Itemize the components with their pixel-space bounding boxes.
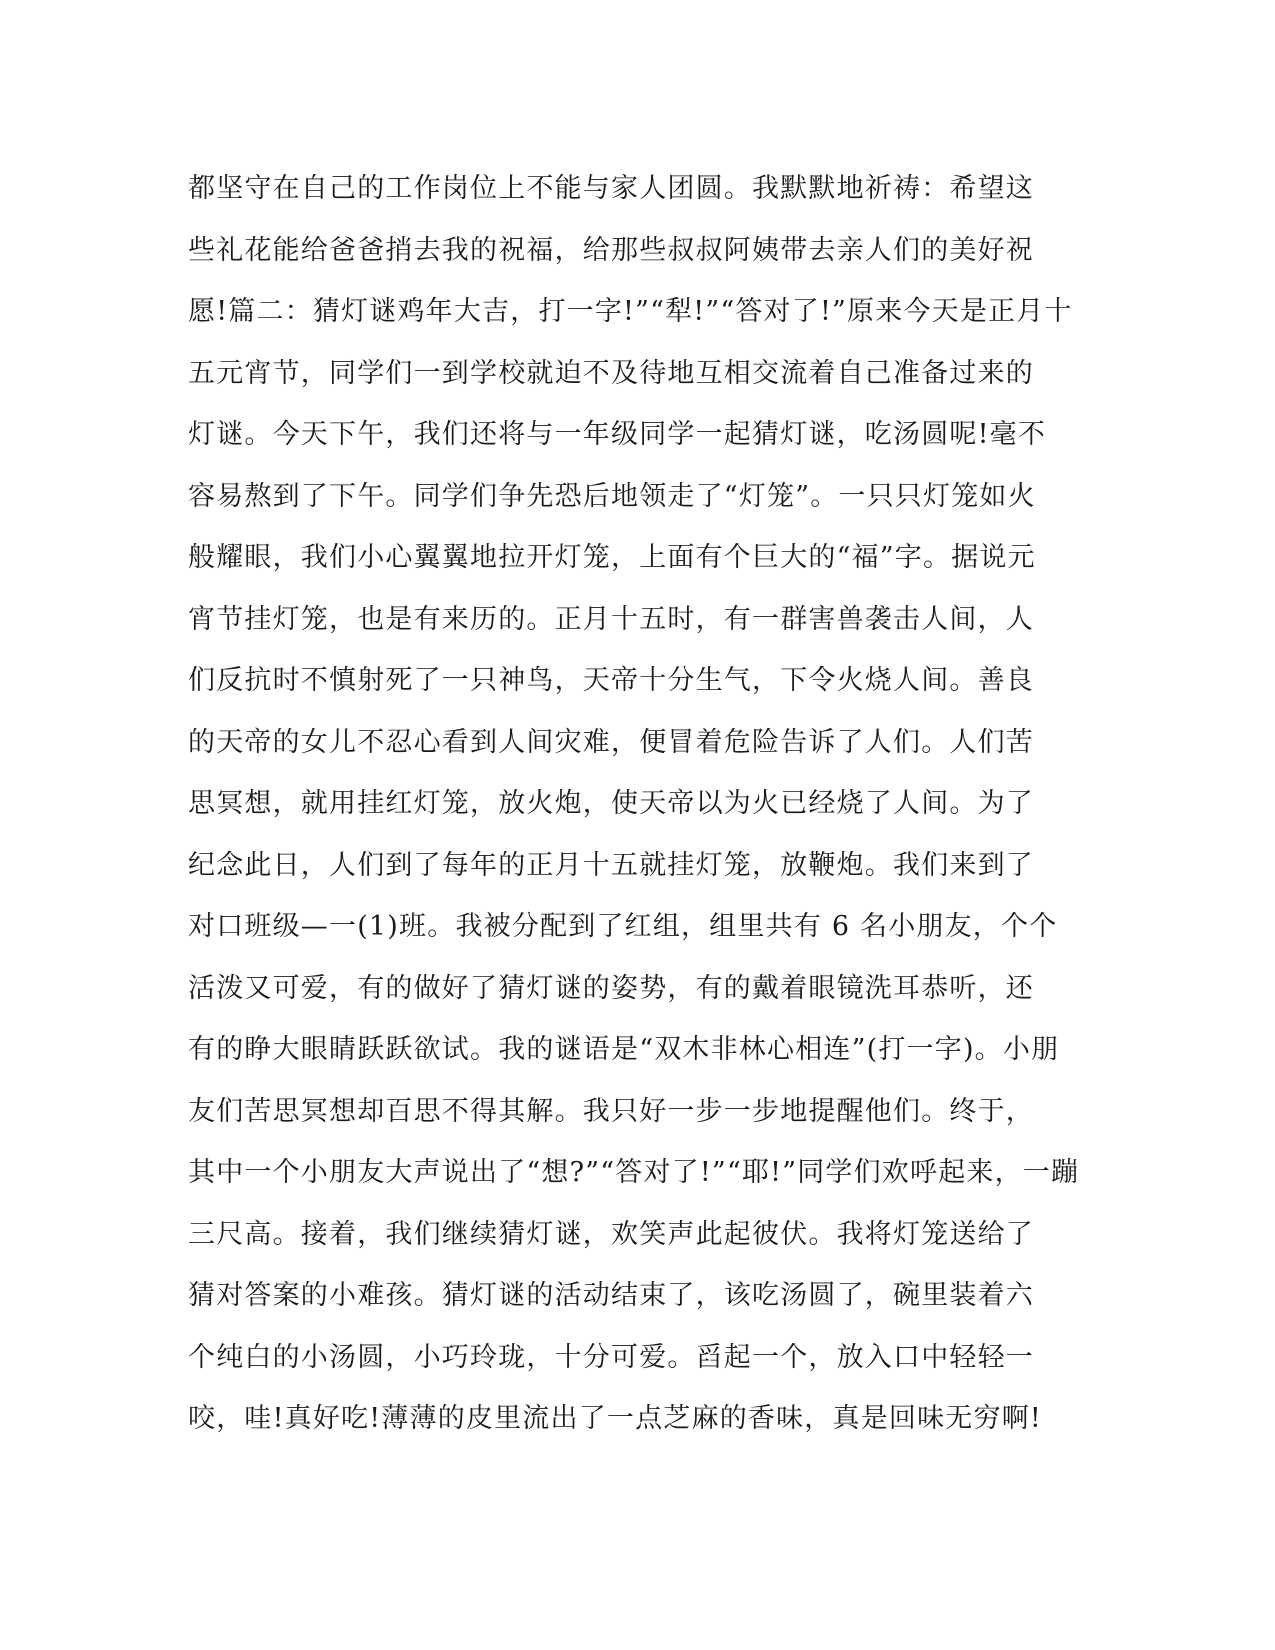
text-line: 都坚守在自己的工作岗位上不能与家人团圆。我默默地祈祷：希望这 [188,173,1034,204]
body-text [188,158,1088,1450]
text-line: 个纯白的小汤圆，小巧玲珑，十分可爱。舀起一个，放入口中轻轻一 [188,1341,1034,1373]
text-line: 愿!篇二：猜灯谜鸡年大吉，打一字!”“犁!”“答对了!”原来今天是正月十 [188,296,1073,327]
text-line: 们反抗时不慎射死了一只神鸟，天帝十分生气，下令火烧人间。善良 [188,665,1034,696]
text-line: 活泼又可爱，有的做好了猜灯谜的姿势，有的戴着眼镜洗耳恭听，还 [188,972,1034,1004]
text-line: 思冥想，就用挂红灯笼，放火炮，使天帝以为火已经烧了人间。为了 [188,788,1034,819]
text-line: 灯谜。今天下午，我们还将与一年级同学一起猜灯谜，吃汤圆呢!毫不 [188,419,1047,450]
text-line: 般耀眼，我们小心翼翼地拉开灯笼，上面有个巨大的“福”字。据说元 [188,542,1036,573]
text-line: 友们苦思冥想却百思不得其解。我只好一步一步地提醒他们。终于， [188,1095,1034,1127]
text-line: 纪念此日，人们到了每年的正月十五就挂灯笼，放鞭炮。我们来到了 [188,849,1034,881]
text-line: 些礼花能给爸爸捎去我的祝福，给那些叔叔阿姨带去亲人们的美好祝 [188,234,1034,266]
text-line: 的天帝的女儿不忍心看到人间灾难，便冒着危险告诉了人们。人们苦 [188,726,1034,758]
text-line: 有的睁大眼睛跃跃欲试。我的谜语是“双木非林心相连”(打一字)。小朋 [188,1034,1060,1065]
text-line: 对口班级—一(1)班。我被分配到了红组，组里共有 6 名小朋友，个个 [188,911,1058,942]
text-line: 三尺高。接着，我们继续猜灯谜，欢笑声此起彼伏。我将灯笼送给了 [188,1218,1034,1250]
text-line: 五元宵节，同学们一到学校就迫不及待地互相交流着自己准备过来的 [188,357,1034,389]
text-line: 宵节挂灯笼，也是有来历的。正月十五时，有一群害兽袭击人间，人 [188,603,1034,635]
text-line: 容易熬到了下午。同学们争先恐后地领走了“灯笼”。一只只灯笼如火 [188,480,1036,512]
text-line: 咬，哇!真好吃!薄薄的皮里流出了一点芝麻的香味，真是回味无穷啊! [188,1403,1042,1434]
text-line: 其中一个小朋友大声说出了“想?”“答对了!”“耶!”同学们欢呼起来，一蹦 [188,1157,1080,1188]
text-line: 猜对答案的小难孩。猜灯谜的活动结束了，该吃汤圆了，碗里装着六 [188,1280,1034,1311]
